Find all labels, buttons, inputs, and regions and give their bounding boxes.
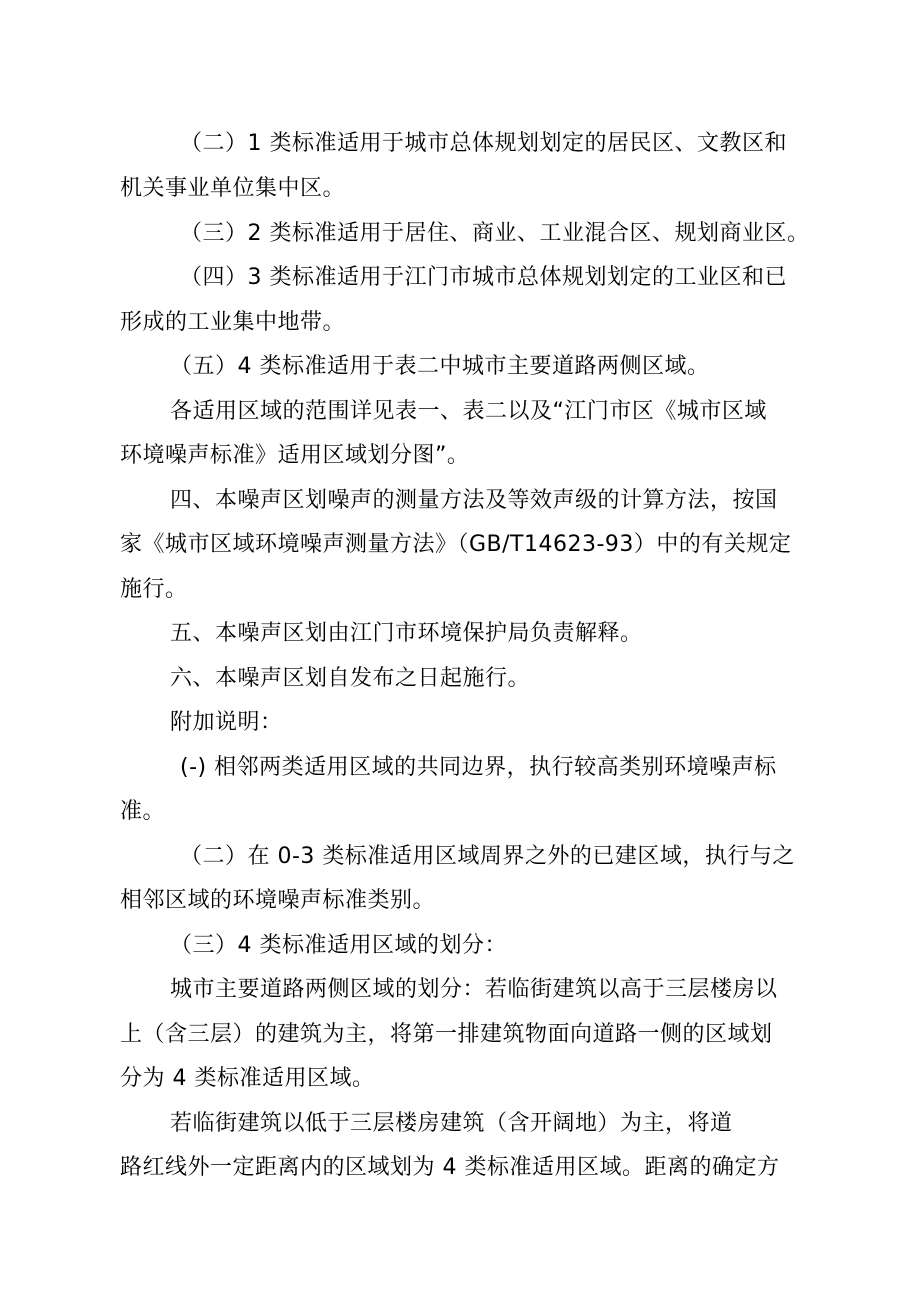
text-line: （二）在 0-3 类标准适用区域周界之外的已建区域，执行与之 xyxy=(180,844,795,869)
text-line: （三）4 类标准适用区域的划分： xyxy=(170,933,507,958)
text-line: 环境噪声标准》适用区域划分图”。 xyxy=(120,443,470,468)
text-line: 相邻区域的环境噪声标准类别。 xyxy=(120,888,436,913)
text-line: 若临街建筑以低于三层楼房建筑（含开阔地）为主，将道 xyxy=(170,1111,733,1136)
text-line: （二）1 类标准适用于城市总体规划划定的居民区、文教区和 xyxy=(180,131,787,156)
text-line: 四、本噪声区划噪声的测量方法及等效声级的计算方法，按国 xyxy=(170,488,778,513)
text-line: 城市主要道路两侧区域的划分：若临街建筑以高于三层楼房以 xyxy=(170,977,778,1002)
text-line: 路红线外一定距离内的区域划为 4 类标准适用区域。距离的确定方 xyxy=(120,1155,780,1180)
text-line: 准。 xyxy=(120,799,166,824)
text-line: 各适用区域的范围详见表一、表二以及“江门市区《城市区域 xyxy=(170,399,767,424)
text-line: 家《城市区域环境噪声测量方法》（GB/T14623-93）中的有关规定 xyxy=(120,532,792,557)
text-line: 形成的工业集中地带。 xyxy=(120,310,346,335)
text-line: 附加说明： xyxy=(170,710,283,735)
text-line: 五、本噪声区划由江门市环境保护局负责解释。 xyxy=(170,621,643,646)
text-line: （五）4 类标准适用于表二中城市主要道路两侧区域。 xyxy=(170,354,710,379)
text-line: (-) 相邻两类适用区域的共同边界，执行较高类别环境噪声标 xyxy=(180,755,777,780)
text-line: 六、本噪声区划自发布之日起施行。 xyxy=(170,666,531,691)
text-line: （四）3 类标准适用于江门市城市总体规划划定的工业区和已 xyxy=(180,265,787,290)
text-line: 分为 4 类标准适用区域。 xyxy=(120,1066,375,1091)
text-line: （三）2 类标准适用于居住、商业、工业混合区、规划商业区。 xyxy=(180,221,810,246)
text-line: 机关事业单位集中区。 xyxy=(120,176,346,201)
text-line: 施行。 xyxy=(120,577,188,602)
text-line: 上（含三层）的建筑为主，将第一排建筑物面向道路一侧的区域划 xyxy=(120,1022,773,1047)
